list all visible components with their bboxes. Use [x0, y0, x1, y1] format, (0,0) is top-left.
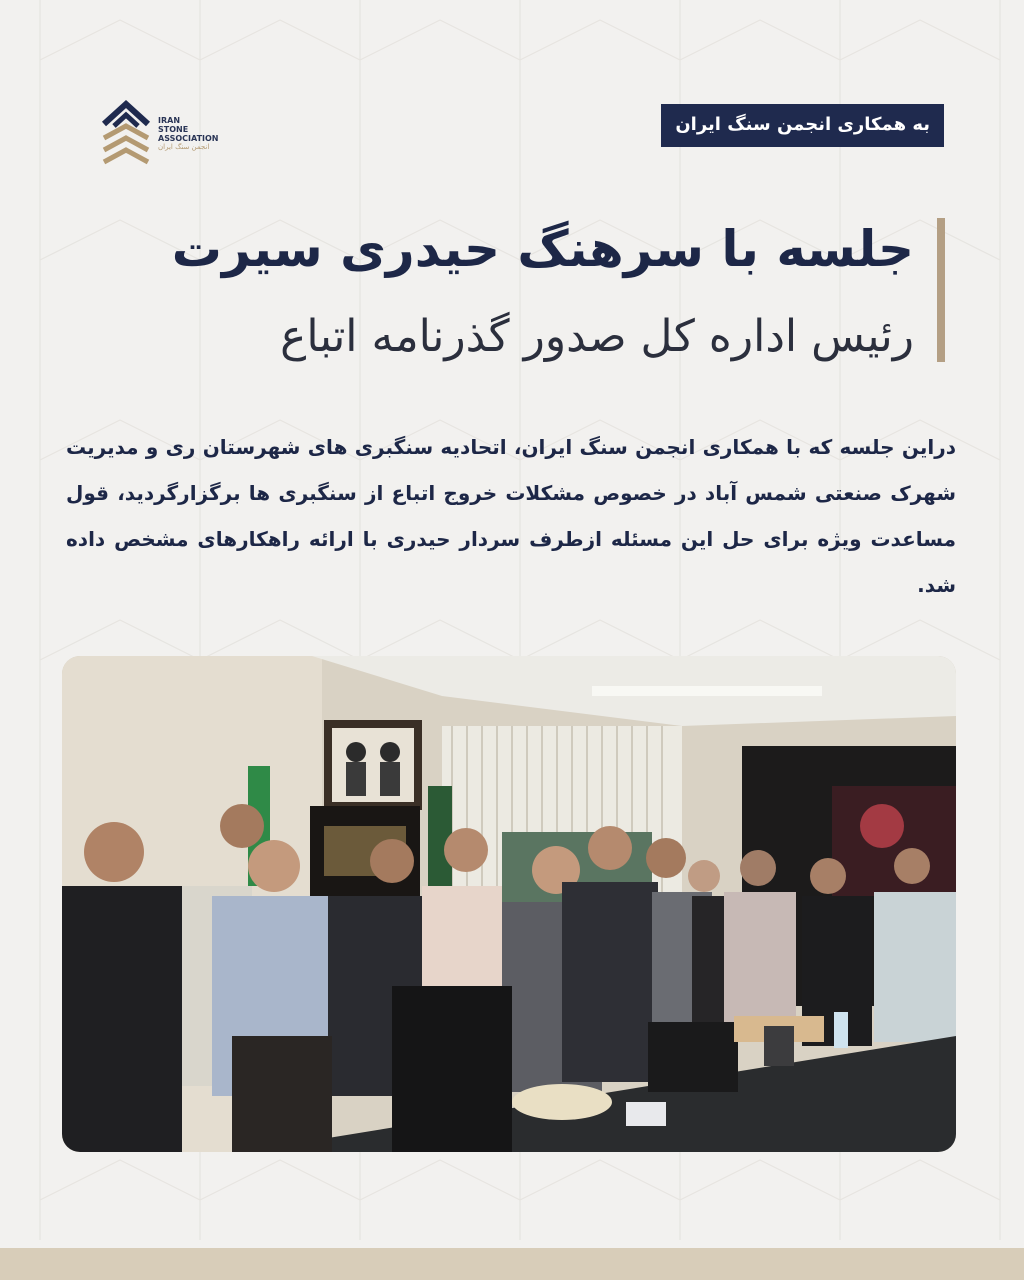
logo-wordmark	[158, 116, 219, 152]
logo-line-1: IRAN	[158, 116, 181, 125]
title-accent-bar	[937, 218, 945, 362]
photo-illustration	[62, 656, 956, 1152]
logo-line-fa: انجمن سنگ ایران	[158, 143, 210, 151]
page-subtitle: رئیس اداره کل صدور گذرنامه اتباع	[280, 311, 914, 362]
collaboration-badge: به همکاری انجمن سنگ ایران	[661, 104, 944, 147]
logo-line-2: STONE	[158, 125, 189, 134]
page-title: جلسه با سرهنگ حیدری سیرت	[171, 220, 914, 278]
logo-line-3: ASSOCIATION	[158, 134, 219, 143]
article-body: دراین جلسه که با همکاری انجمن سنگ ایران، اتحادیه سنگبری های شهرستان ری و مدیریت شهرک صنعتی شمس آباد در خصوص مشکلات خروج اتباع از سنگبری ها برگزارگردید، قول مساعدت ویژه برای حل این مسئله ازطرف سردار حیدری با ارائه راهکارهای مشخص داده شد.	[66, 435, 956, 597]
meeting-group-photo	[62, 656, 956, 1152]
footer-strip	[0, 1248, 1024, 1280]
